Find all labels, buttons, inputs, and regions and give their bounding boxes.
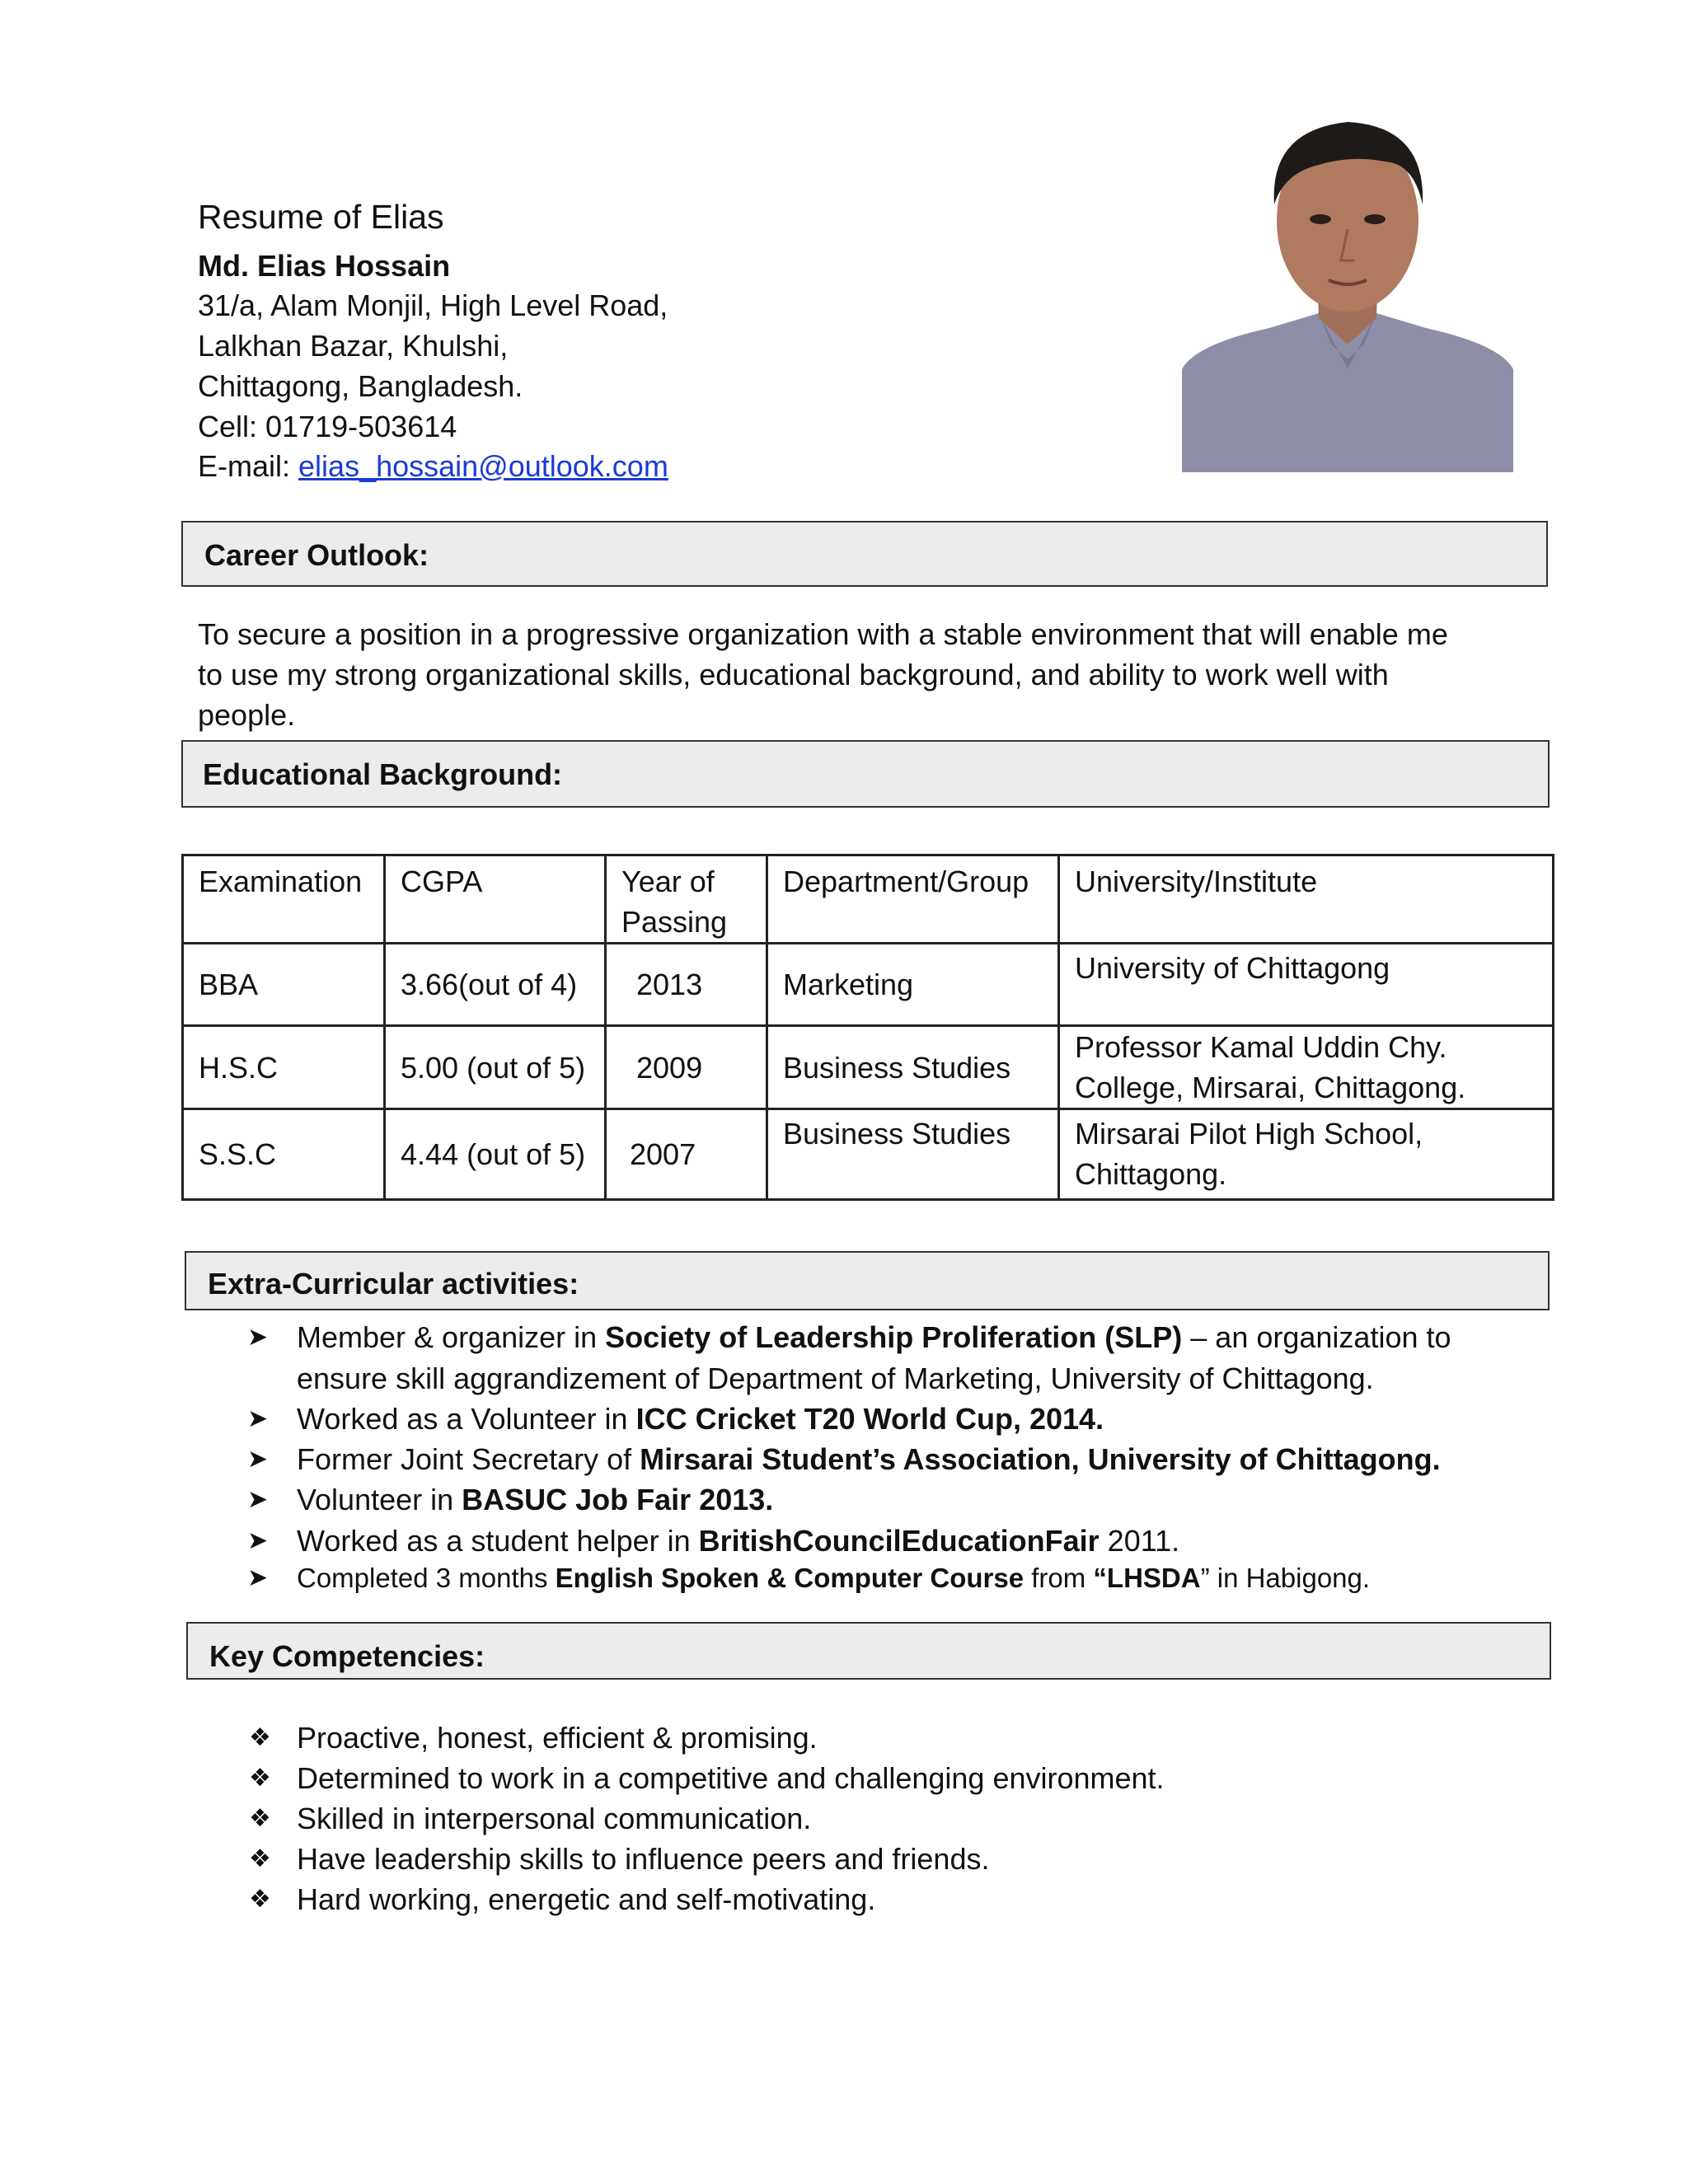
career-outlook-section (181, 521, 1548, 587)
cell-cgpa: 5.00 (out of 5) (385, 1026, 606, 1109)
cell-institute: Mirsarai Pilot High School, Chittagong. (1059, 1109, 1554, 1200)
item-text: – an organization to (1182, 1320, 1451, 1354)
list-item: Have leadership skills to influence peers and friends. (297, 1842, 990, 1876)
candidate-name: Md. Elias Hossain (198, 249, 451, 283)
item-bold-text: English Spoken & Computer Course (555, 1563, 1025, 1593)
profile-photo (1179, 97, 1517, 476)
item-text: Member & organizer in (297, 1320, 606, 1354)
cell-department: Business Studies (767, 1026, 1059, 1109)
item-bold-text: Society of Leadership Proliferation (SLP) (605, 1320, 1183, 1354)
key-competencies-section (186, 1622, 1551, 1680)
list-item (297, 1399, 1104, 1439)
list-item-continuation: ensure skill aggrandizement of Department of Marketing, University of Chittagong. (297, 1361, 1374, 1395)
item-bold-text: ICC Cricket T20 World Cup, 2014. (635, 1402, 1104, 1436)
header-cgpa: CGPA (385, 855, 606, 944)
diamond-bullet-icon: ❖ (249, 1886, 271, 1913)
item-text: Former Joint Secretary of (297, 1442, 640, 1476)
cell-cgpa: 4.44 (out of 5) (385, 1109, 606, 1200)
header-year: Year of Passing (606, 855, 767, 944)
arrow-bullet-icon: ➤ (247, 1486, 269, 1513)
item-bold-text: “LHSDA (1093, 1563, 1201, 1593)
cell-exam: H.S.C (183, 1026, 385, 1109)
address-line-2: Lalkhan Bazar, Khulshi, (198, 329, 509, 363)
header-department: Department/Group (767, 855, 1059, 944)
list-item: Skilled in interpersonal communication. (297, 1802, 812, 1835)
career-text-line-3: people. (198, 698, 296, 732)
diamond-bullet-icon: ❖ (249, 1805, 271, 1832)
list-item (297, 1439, 1441, 1479)
address-line-1: 31/a, Alam Monjil, High Level Road, (198, 288, 668, 322)
table-row (183, 1026, 1554, 1109)
cell-exam: BBA (183, 944, 385, 1026)
email-label: E-mail: (198, 449, 291, 483)
table-header-row (183, 855, 1554, 944)
email-line (198, 446, 668, 486)
item-bold-text: BritishCouncilEducationFair (698, 1524, 1100, 1558)
table-row (183, 944, 1554, 1026)
list-item: Proactive, honest, efficient & promising. (297, 1721, 818, 1755)
cell-institute: University of Chittagong (1059, 944, 1554, 1026)
education-heading: Educational Background: (203, 757, 563, 791)
education-section (181, 740, 1550, 808)
arrow-bullet-icon: ➤ (247, 1324, 269, 1351)
extra-curricular-heading: Extra-Curricular activities: (208, 1267, 579, 1301)
address-line-3: Chittagong, Bangladesh. (198, 369, 523, 403)
arrow-bullet-icon: ➤ (247, 1564, 269, 1591)
resume-title: Resume of Elias (198, 198, 444, 236)
diamond-bullet-icon: ❖ (249, 1724, 271, 1751)
cell-year: 2007 (606, 1109, 767, 1200)
email-link[interactable]: elias_hossain@outlook.com (298, 449, 668, 483)
key-competencies-heading: Key Competencies: (209, 1639, 485, 1673)
arrow-bullet-icon: ➤ (247, 1527, 269, 1554)
item-text: Worked as a Volunteer in (297, 1402, 636, 1436)
list-item (297, 1479, 773, 1520)
item-text: Worked as a student helper in (297, 1524, 699, 1558)
cell-cgpa: 3.66(out of 4) (385, 944, 606, 1026)
list-item (297, 1317, 1550, 1357)
header-examination: Examination (183, 855, 385, 944)
diamond-bullet-icon: ❖ (249, 1845, 271, 1872)
list-item: Hard working, energetic and self-motivating. (297, 1882, 876, 1916)
header-institute: University/Institute (1059, 855, 1554, 944)
list-item (297, 1521, 1179, 1561)
table-row (183, 1109, 1554, 1200)
career-outlook-heading: Career Outlook: (204, 538, 429, 572)
extra-curricular-section (185, 1251, 1550, 1310)
item-text: Completed 3 months (297, 1563, 556, 1593)
education-table (181, 854, 1554, 1201)
item-bold-text: Mirsarai Student’s Association, University of Chittagong. (640, 1442, 1441, 1476)
item-bold-text: BASUC Job Fair 2013. (462, 1483, 774, 1516)
arrow-bullet-icon: ➤ (247, 1405, 269, 1432)
list-item: Determined to work in a competitive and challenging environment. (297, 1761, 1165, 1795)
item-text: from (1024, 1563, 1094, 1593)
cell-year: 2009 (606, 1026, 767, 1109)
cell-label: Cell: (198, 410, 258, 443)
item-text: 2011. (1099, 1524, 1180, 1558)
item-text: Volunteer in (297, 1483, 462, 1516)
career-text-line-1: To secure a position in a progressive organization with a stable environment that will enable me (198, 617, 1448, 651)
list-item (297, 1558, 1370, 1598)
cell-department: Business Studies (767, 1109, 1059, 1200)
arrow-bullet-icon: ➤ (247, 1446, 269, 1473)
diamond-bullet-icon: ❖ (249, 1765, 271, 1792)
portrait-image (1179, 97, 1517, 476)
cell-exam: S.S.C (183, 1109, 385, 1200)
cell-line (198, 406, 457, 447)
cell-year: 2013 (606, 944, 767, 1026)
cell-number: 01719-503614 (265, 410, 457, 443)
item-text: ” in Habigong. (1200, 1563, 1371, 1593)
cell-institute: Professor Kamal Uddin Chy. College, Mirsarai, Chittagong. (1059, 1026, 1554, 1109)
cell-department: Marketing (767, 944, 1059, 1026)
career-text-line-2: to use my strong organizational skills, educational background, and ability to work well with (198, 658, 1389, 691)
